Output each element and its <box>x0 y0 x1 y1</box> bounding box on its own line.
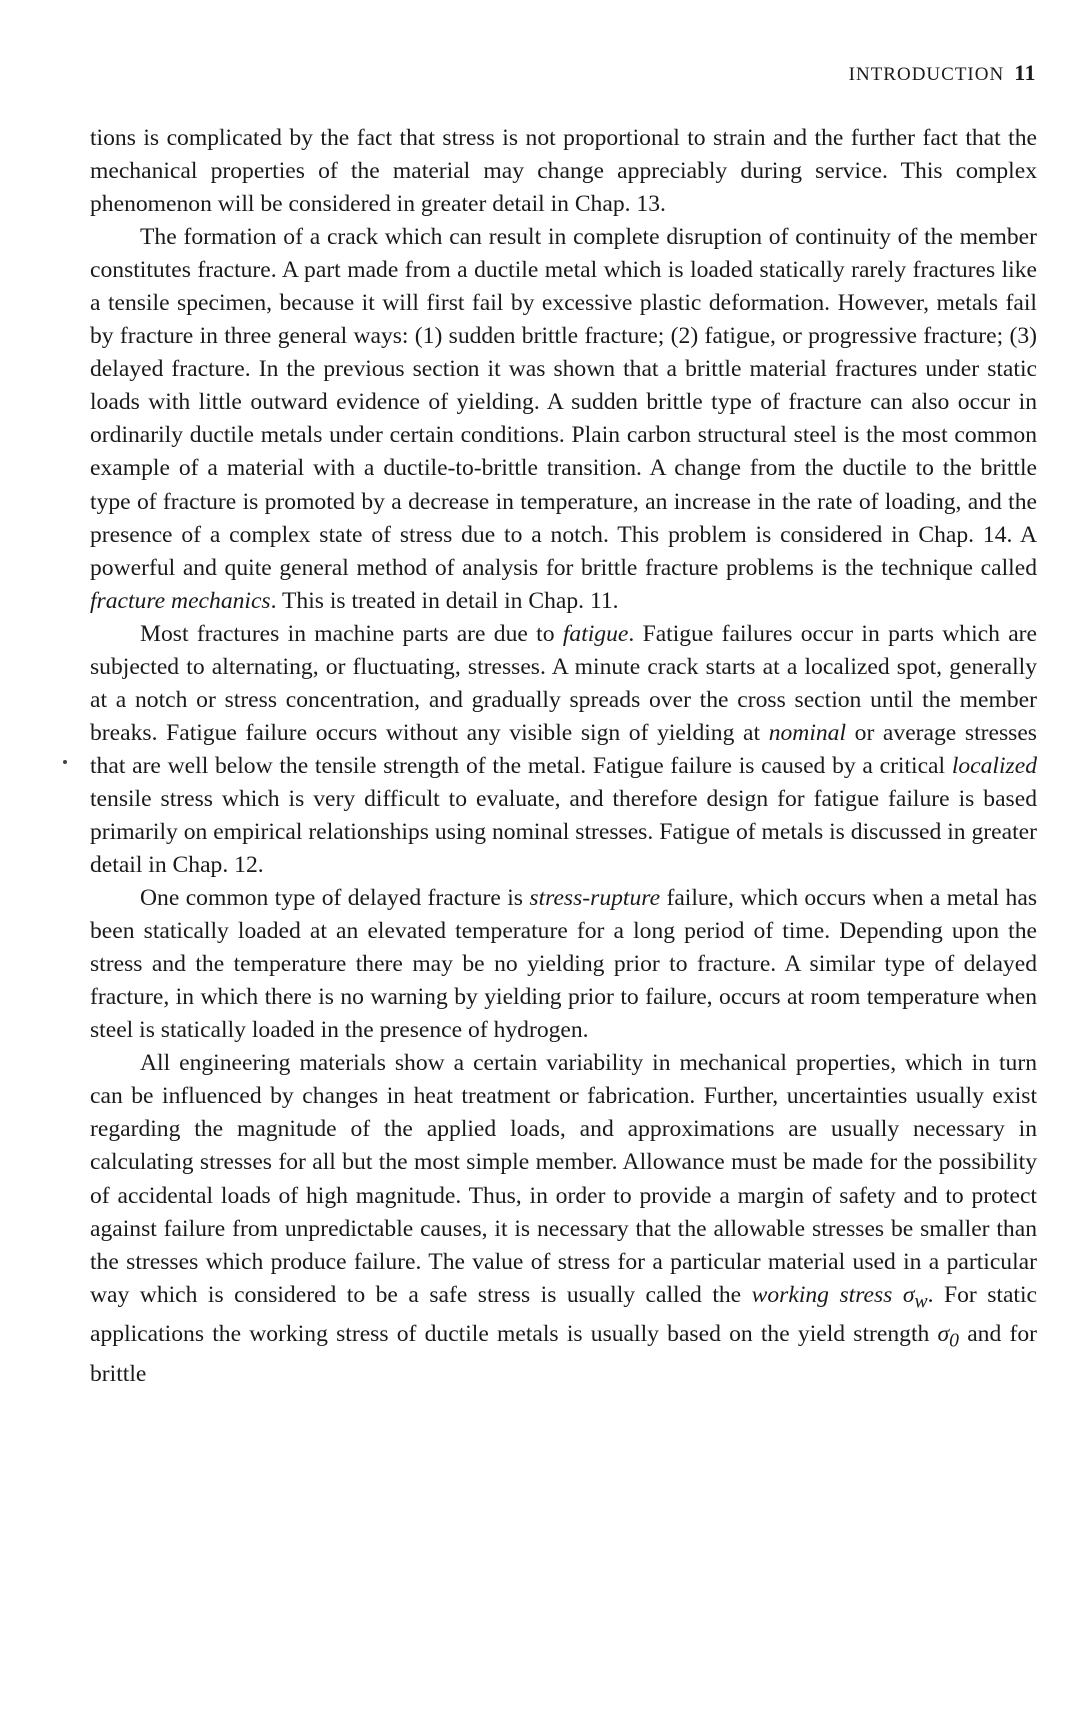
term-stress-rupture: stress-rupture <box>529 885 661 912</box>
subscript-w: w <box>914 1290 928 1313</box>
subscript-0: 0 <box>949 1330 959 1353</box>
term-fatigue: fatigue <box>562 620 629 647</box>
paragraph-1 <box>90 122 1037 221</box>
paragraph-3-mid-1: . Fatigue failures occur in parts which are subjected to alternating, or fluctuating, stresses. A minute crack starts at a localized spot, generally at a notch or stress concentration, and gradually spreads over the cross section until the member breaks. Fatigue failure occurs without any visible sign of yielding at <box>90 620 1037 746</box>
paragraph-2 <box>90 221 1037 618</box>
page-number: 11 <box>1014 60 1036 85</box>
paragraph-2-text: The formation of a crack which can result in complete disruption of continuity of the member constitutes fracture. A part made from a ductile metal which is loaded statically rarely fractures like a tensile specimen, because it will first fail by excessive plastic deformation. However, metals fail by fracture in three general ways: (1) sudden brittle fracture; (2) fatigue, or progressive fracture; (3) delayed fracture. In the previous section it was shown that a brittle material fractures under static loads with little outward evidence of yielding. A sudden brittle type of fracture can also occur in ordinarily ductile metals under certain conditions. Plain carbon structural steel is the most common example of a material with a ductile-to-brittle transition. A change from the ductile to the brittle type of fracture is promoted by a decrease in temperature, an increase in the rate of loading, and the presence of a complex state of stress due to a notch. This problem is considered in Chap. 14. A powerful and quite general method of analysis for brittle fracture problems is the technique called <box>90 224 1037 581</box>
symbol-sigma-w <box>902 1281 928 1313</box>
term-working-stress: working stress <box>751 1281 893 1308</box>
paragraph-3-mid-2: or average stresses that are well below the tensile strength of the metal. Fatigue failure is caused by a critical <box>90 719 1037 779</box>
paragraph-4 <box>90 882 1037 1047</box>
term-fracture-mechanics: fracture mechanics <box>90 587 271 614</box>
sigma-symbol: σ <box>902 1281 915 1308</box>
paragraph-4-tail: failure, which occurs when a metal has been statically loaded at an elevated temperature for a long period of time. Depending upon the stress and the temperature there may be no yielding prior to fracture. A similar type of delayed fracture, in which there is no warning by yielding prior to failure, occurs at room temperature when steel is statically loaded in the presence of hydrogen. <box>90 885 1037 1044</box>
running-head <box>849 60 1036 86</box>
paragraph-5 <box>90 1047 1037 1391</box>
paragraph-3 <box>90 618 1037 882</box>
paragraph-1-text: tions is complicated by the fact that stress is not proportional to strain and the further fact that the mechanical properties of the material may change appreciably during service. This complex phenomenon will be considered in greater detail in Chap. 13. <box>90 125 1037 218</box>
body-text <box>90 122 1037 1391</box>
symbol-sigma-0 <box>937 1321 959 1353</box>
term-nominal: nominal <box>768 719 847 746</box>
paragraph-5-mid: . For static applications the working stress of ductile metals is usually based on the yield strength <box>90 1281 1038 1348</box>
section-title: INTRODUCTION <box>848 64 1005 85</box>
paragraph-4-text: One common type of delayed fracture is <box>140 885 530 912</box>
stray-print-mark <box>63 760 67 764</box>
paragraph-3-text: Most fractures in machine parts are due to <box>140 620 563 647</box>
paragraph-5-text: All engineering materials show a certain variability in mechanical properties, which in turn can be influenced by changes in heat treatment or fabrication. Further, uncertainties usually exist regarding the magnitude of the applied loads, and approximations are usually necessary in calculating stresses for all but the most simple member. Allowance must be made for the possibility of accidental loads of high magnitude. Thus, in order to provide a margin of safety and to protect against failure from unpredictable causes, it is necessary that the allowable stresses be smaller than the stresses which produce failure. The value of stress for a particular material used in a particular way which is considered to be a safe stress is usually called the <box>90 1050 1037 1308</box>
sigma-symbol: σ <box>937 1321 950 1348</box>
paragraph-3-tail: tensile stress which is very difficult to evaluate, and therefore design for fatigue failure is based primarily on empirical relationships using nominal stresses. Fatigue of metals is discussed in greater detail in Chap. 12. <box>90 785 1037 879</box>
paragraph-5-tail: and for brittle <box>90 1321 1038 1388</box>
paragraph-2-tail: . This is treated in detail in Chap. 11. <box>270 587 619 614</box>
term-localized: localized <box>951 752 1037 779</box>
